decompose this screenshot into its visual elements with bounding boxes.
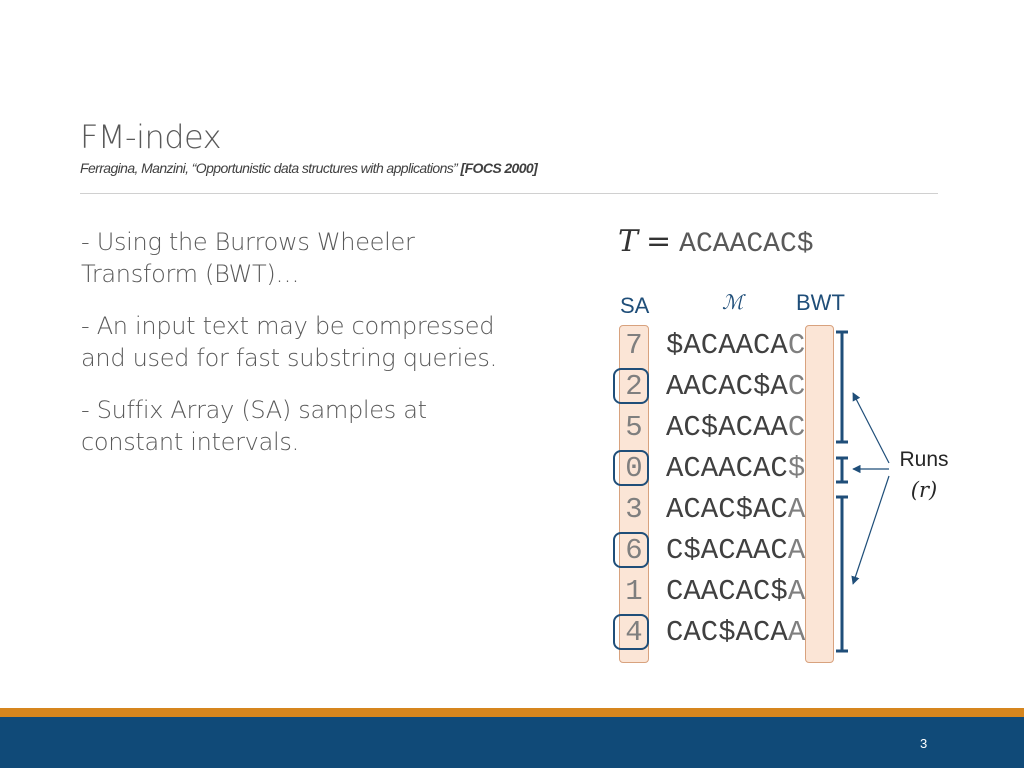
run-bracket-dollar	[836, 458, 848, 482]
bwt-char: A	[787, 575, 806, 608]
bwt-char: $	[787, 452, 806, 485]
sa-value: 6	[625, 534, 643, 567]
bullet-item: - Using the Burrows Wheeler Transform (BWT)…	[81, 228, 415, 288]
matrix-header: ℳ	[722, 290, 744, 314]
sa-value: 0	[625, 452, 643, 485]
rotation-prefix: AACAC$A	[666, 370, 788, 403]
run-bracket-c	[836, 332, 848, 442]
sa-value: 4	[625, 616, 643, 649]
subtitle-venue: [FOCS 2000]	[460, 160, 538, 176]
footer-bar	[0, 717, 1024, 768]
bullet-item: - An input text may be compressed and used for fast substring queries.	[81, 312, 497, 372]
bullet-item: - Suffix Array (SA) samples at constant intervals.	[81, 396, 427, 456]
runs-label	[898, 445, 950, 505]
bwt-char: A	[787, 534, 806, 567]
rotation-prefix: C$ACAAC	[666, 534, 788, 567]
runs-variable: (r)	[910, 478, 938, 502]
rotation-prefix: $ACAACA	[666, 329, 788, 362]
slide-title: FM-index	[80, 118, 222, 156]
bwt-char: A	[787, 493, 806, 526]
bwt-char: A	[787, 616, 806, 649]
sa-value: 7	[625, 329, 643, 362]
bwt-header: BWT	[796, 290, 845, 315]
sa-value: 1	[625, 575, 643, 608]
sa-value: 3	[625, 493, 643, 526]
sa-value: 2	[625, 370, 643, 403]
rotation-prefix: ACAC$AC	[666, 493, 788, 526]
footer-accent-stripe	[0, 708, 1024, 717]
sa-header: SA	[620, 293, 650, 318]
runs-arrows	[853, 393, 889, 584]
run-bracket-a	[836, 497, 848, 651]
rotation-prefix: CAACAC$	[666, 575, 788, 608]
bwt-char: C	[787, 329, 806, 362]
runs-text: Runs	[899, 448, 949, 471]
page-number: 3	[920, 736, 928, 751]
text-value: ACAACAC$	[679, 229, 814, 260]
bwt-char: C	[787, 370, 806, 403]
equals-sign: =	[646, 224, 672, 259]
bwt-char: C	[787, 411, 806, 444]
rotation-prefix: ACAACAC	[666, 452, 788, 485]
rotation-prefix: CAC$ACA	[666, 616, 788, 649]
rotation-prefix: AC$ACAA	[666, 411, 788, 444]
sa-value: 5	[625, 411, 643, 444]
subtitle-citation: Ferragina, Manzini, “Opportunistic data structures with applications”	[80, 160, 458, 176]
text-variable: T	[618, 224, 639, 259]
